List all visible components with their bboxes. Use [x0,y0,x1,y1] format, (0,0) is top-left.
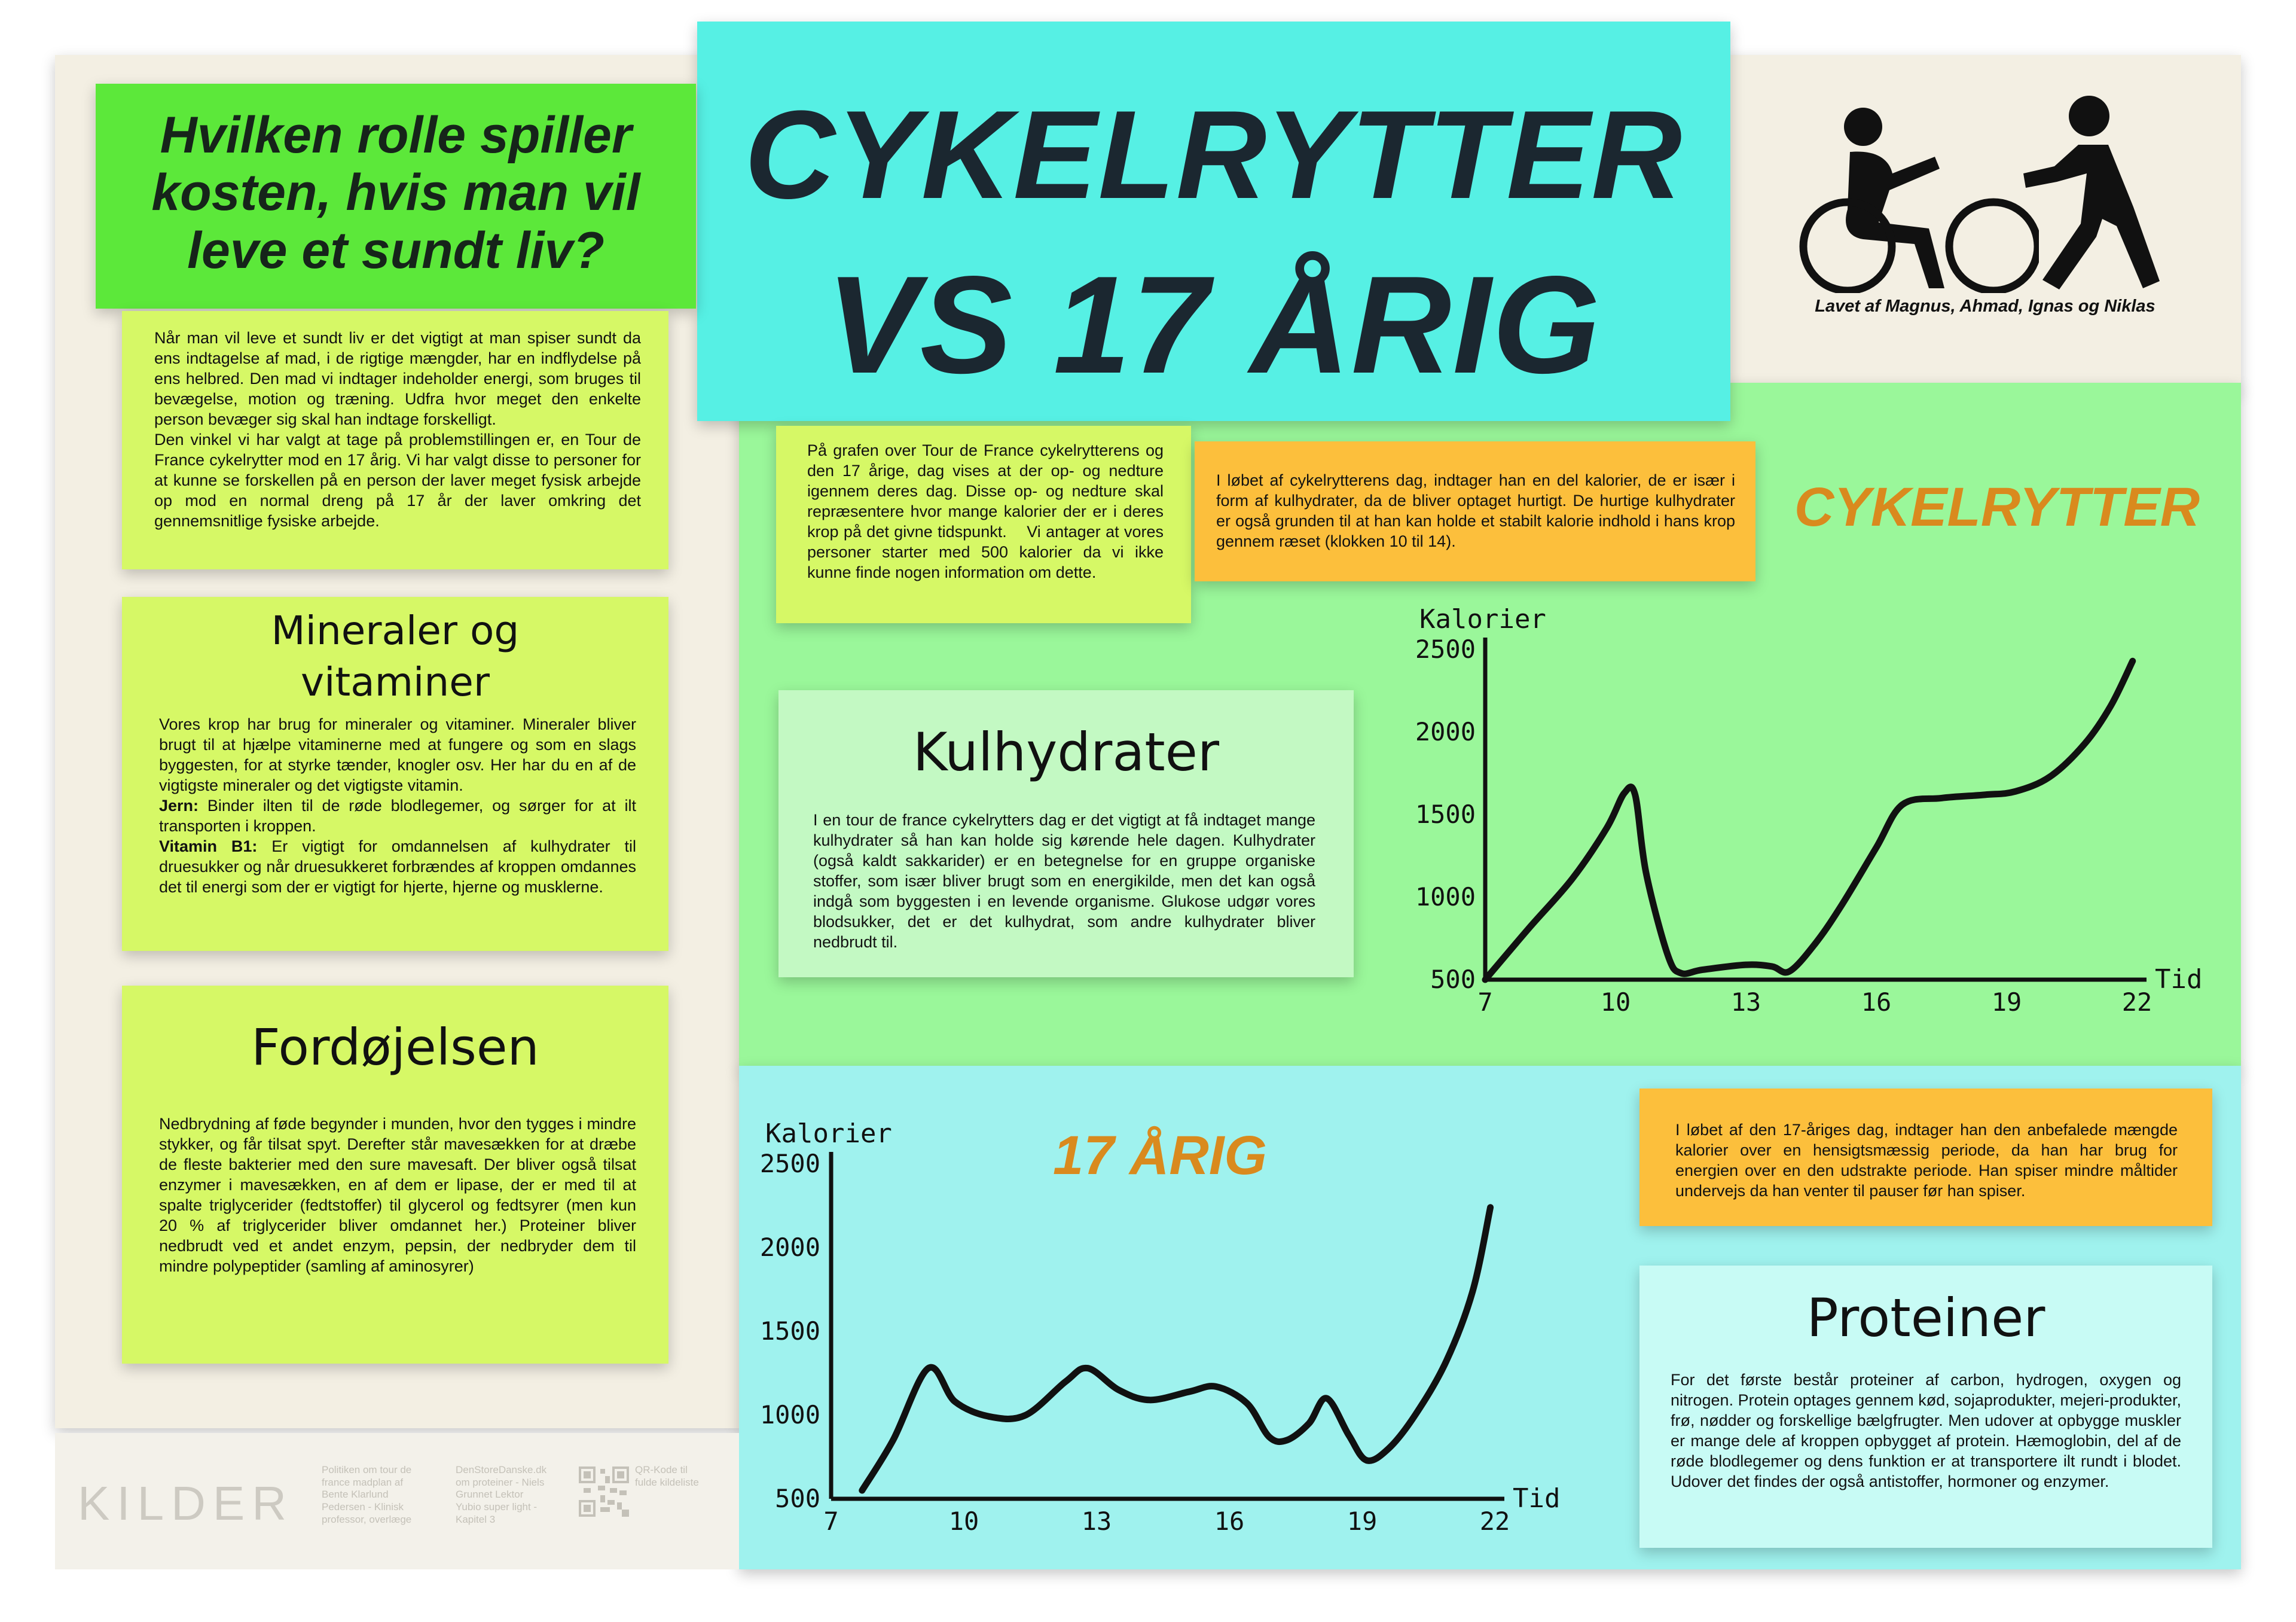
x-tick-label: 13 [1730,987,1761,1017]
minerals-paragraph: Vores krop har brug for mineraler og vitaminer. Mineraler bliver brugt til at hjælpe vitaminerne med at fungere og som en slags byggesten, for at styrke tænder, knogler osv. Her har du en af de vigtigste mineraler og det vigtigste vitamin. [159,715,636,795]
source-item-2 [456,1464,581,1526]
qr-label-line: QR-Kode til [635,1464,688,1475]
data-point [1940,796,1943,800]
graph-note-text: På grafen over Tour de France cykelrytterens og den 17 årige, dag vises at der op- og nedture igennem deres dag. Disse op- og nedture skal repræsentere hvor mange kalorier der er i deres krop på det givne tidspunkt. Vi antager at vores personer starter med 500 kalorier da vi ikke kunne finde nogen information om dette. [807,441,1168,582]
data-point [1307,1422,1311,1425]
data-point [2048,775,2052,779]
data-point [1570,877,1574,881]
y-tick-label: 2500 [1415,635,1476,664]
x-tick-label: 19 [1347,1507,1378,1536]
source-line: Kapitel 3 [456,1513,496,1525]
data-point [1679,971,1683,975]
iron-text: Binder ilten til de røde blodlegemer, og sørger for at ilt transporten i kroppen. [159,797,636,836]
y-axis-label: Kalorier [1419,604,1546,635]
sources-heading: KILDER [78,1477,294,1530]
data-point [1024,1413,1028,1417]
data-point [2109,704,2112,708]
teen-note-box [1639,1089,2212,1226]
cyclist-chart-title: CYKELRYTTER [1794,477,2200,538]
data-point [1623,791,1626,795]
y-tick-label: 2000 [1415,717,1476,746]
data-point [1813,941,1817,945]
y-tick-label: 1000 [1415,882,1476,911]
cyclist-note-text: I løbet af cykelrytterens dag, indtager han en del kalorier, de er især i form af kulhydrater, da de bliver optaget hurtigt. De hurtige kulhydrater er også grunden til at han kan holde et stabilt kalorie indhold i hans krop gennem ræset (klokken 10 til 14). [1216,471,1735,551]
x-tick-label: 22 [1479,1507,1510,1536]
data-point [1117,1388,1120,1392]
proteins-heading: Proteiner [1806,1287,2045,1349]
intro-paragraph-2: Den vinkel vi har valgt at tage på problemstillingen er, en Tour de France cykelrytter mod en 17 årig. Vi har valgt disse to personer for at kunne se forskellen på en person der laver meget fysisk arbejde op mod en normal dreng på 17 år der laver omkring det gennemsnitlige fysiske arbejde. [154,431,641,530]
data-point [1347,1434,1351,1437]
data-point [1605,826,1608,830]
data-point [1489,1206,1492,1209]
data-point [1413,1413,1417,1417]
source-line: DenStoreDanske.dk [456,1464,547,1475]
data-point [1214,1385,1218,1388]
data-point [1901,803,1904,806]
data-point [1700,968,1704,971]
data-point [927,1367,930,1370]
data-point [891,1438,895,1442]
y-tick-label: 500 [775,1484,820,1513]
data-point [1644,871,1648,874]
data-point [1770,965,1774,968]
digestion-text: Nedbrydning af føde begynder i munden, hvor den tygges i mindre stykker, og får tilsat spyt. Derefter står mavesækken for at dræbe de fleste bakterier med den sure mavesaft. Der bliver også tilsat enzymer i mavesækken, en af dem er lipase, der er med til at spalte triglycerider (fedtstoffer) til glycerol og fedtsyrer (men kun 20 % af triglycerider bliver omdannet her.) Proteiner bliver nedbrudt ved et andet enzym, pepsin, der nedbryder dem til mindre polypeptider (samling af aminosyrer) [159,1115,636,1276]
source-line: Politiken om tour de [322,1464,412,1475]
data-point [1527,926,1531,930]
data-point [1634,793,1637,797]
data-point [1187,1390,1191,1394]
main-title-line-2: VS 17 ÅRIG [826,248,1602,403]
source-line: Yubio super light - [456,1501,538,1513]
data-point [1064,1380,1067,1383]
proteins-box [1639,1266,2212,1548]
carbs-heading: Kulhydrater [912,721,1220,783]
data-point [1471,1289,1474,1293]
y-tick-label: 500 [1430,965,1476,994]
source-line: Pedersen - Klinisk [322,1501,404,1513]
data-point [1483,978,1487,981]
data-point [1268,1435,1271,1438]
question-heading: Hvilken rolle spiller kosten, hvis man vil leve et sundt liv? [151,106,640,279]
data-point [2131,659,2135,663]
qr-code-icon[interactable] [579,1466,629,1517]
x-tick-label: 7 [1477,987,1493,1017]
data-point [1744,963,1748,967]
carbs-text: I en tour de france cykelrytters dag er det vigtigt at få indtaget mange kulhydrater så han kan holde sig kørende hele dagen. Kulhydrater (også kaldt sakkarider) er en betegnelse for en gruppe organiske stoffer, som især bliver brugt som en energikilde, men det kan også indgå som byggesten i en levende organisme. Glukose udgør vores blodsukker, det er det kulhydrat, som andre kulhydrater bliver nedbrudt til. [813,811,1315,952]
data-point [860,1489,864,1492]
source-line: Bente Klarlund [322,1489,389,1501]
b1-label: Vitamin B1: [159,837,258,856]
data-point [1285,1438,1289,1442]
credits: Lavet af Magnus, Ahmad, Ignas og Niklas [1815,297,2155,316]
teen-note-text: I løbet af den 17-åriges dag, indtager han den anbefalede mængde kalorier over en hensigtsmæssig periode, da han har brug for energien over en den udstrakte periode. Han spiser mindre måltider undervejs da han venter til pauser før han spiser. [1675,1121,2178,1200]
x-tick-label: 13 [1081,1507,1112,1536]
y-tick-label: 1000 [759,1400,820,1429]
x-tick-label: 10 [948,1507,979,1536]
x-tick-label: 19 [1991,987,2022,1017]
y-axis-label: Kalorier [765,1118,892,1149]
data-point [1245,1401,1249,1405]
data-point [1325,1397,1329,1400]
minerals-heading: Mineraler og vitaminer [271,608,520,705]
data-point [1666,953,1669,957]
qr-label [635,1464,737,1489]
source-line: professor, overlæge [322,1513,412,1525]
calorie-line [1485,661,2133,980]
source-item-1 [322,1464,447,1526]
x-tick-label: 16 [1861,987,1892,1017]
data-point [1874,846,1878,849]
data-point [1840,904,1843,907]
y-tick-label: 2000 [759,1233,820,1262]
data-point [953,1400,957,1404]
intro-paragraph-1: Når man vil leve et sundt liv er det vigtigt at man spiser sundt da ens indtagelse af mad, i de rigtige mængder, har en indflydelse på ens helbred. Den mad vi indtager indeholder energi, som bruges til bevægelse, motion og træning. Udfra hvor meget den enkelte person bevæger sig skal han indtage forskelligt. [154,329,641,429]
data-point [1364,1459,1368,1462]
data-point [1983,793,1987,797]
proteins-text: For det første består proteiner af carbon, hydrogen, oxygen og nitrogen. Protein optages gennem kød, sojaprodukter, mejeri-produkter, frø, nødder og forskellige bælgfrugter. Men udover at opbygge muskler er mange dele af kroppen opbygget af protein. Hæmoglobin, del af de røde blodlegemer og dens funktion er at transportere ilt rundt i blodet. Udover det findes der også antistoffer, hormoner og enzymer. [1671,1371,2181,1491]
y-tick-label: 1500 [759,1316,820,1346]
data-point [2083,742,2087,745]
qr-label-line: fulde kildeliste [635,1476,699,1488]
data-point [2014,789,2017,793]
iron-label: Jern: [159,797,199,815]
b1-text: Er vigtigt for omdannelsen af kulhydrater til druesukker og når druesukkeret forbrændes af kroppen omdannes det til energi som der er vigtigt for hjerte, hjerne og musklerne. [159,837,637,897]
x-axis-label: Tid [1513,1483,1561,1514]
data-point [1445,1359,1448,1363]
x-tick-label: 22 [2121,987,2152,1017]
source-line: om proteiner - Niels [456,1476,545,1488]
data-point [1086,1367,1089,1370]
data-point [988,1415,992,1419]
x-tick-label: 7 [823,1507,839,1536]
x-tick-label: 16 [1214,1507,1245,1536]
x-axis-label: Tid [2155,964,2203,995]
calorie-line [862,1208,1491,1490]
teen-chart-title: 17 ÅRIG [1053,1125,1267,1186]
y-tick-label: 2500 [759,1149,820,1178]
digestion-heading: Fordøjelsen [251,1018,539,1077]
source-line: Grunnet Lektor [456,1489,524,1501]
data-point [1148,1398,1152,1402]
y-tick-label: 1500 [1415,800,1476,829]
source-line: france madplan af [322,1476,404,1488]
x-tick-label: 10 [1600,987,1631,1017]
data-point [1788,969,1791,973]
data-point [1387,1447,1390,1450]
main-title-line-1: CYKELRYTTER [744,84,1683,225]
